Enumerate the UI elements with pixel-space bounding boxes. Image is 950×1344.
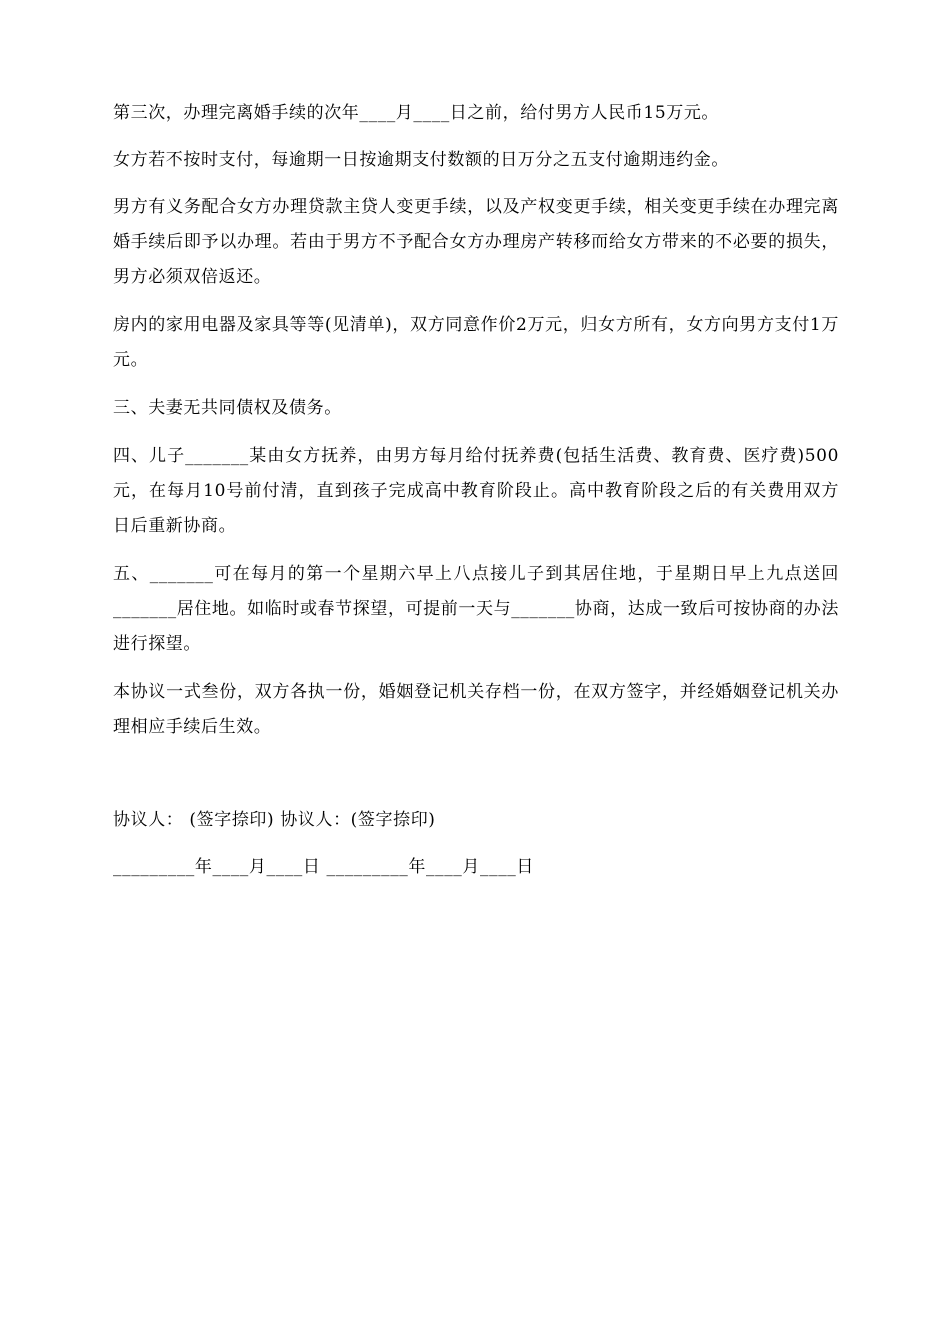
paragraph-appliances: 房内的家用电器及家具等等(见清单)，双方同意作价2万元，归女方所有，女方向男方支付1万元。 bbox=[113, 315, 839, 370]
paragraph-late-penalty: 女方若不按时支付，每逾期一日按逾期支付数额的日万分之五支付逾期违约金。 bbox=[113, 150, 729, 170]
paragraph-visitation: 五、_______可在每月的第一个星期六早上八点接儿子到其居住地，于星期日早上九点送回_______居住地。如临时或春节探望，可提前一天与_______协商，达成一致后可按协商的办法进行探望。 bbox=[113, 564, 839, 654]
date-line: _________年____月____日 _________年____月____日 bbox=[113, 857, 535, 877]
paragraph-debts: 三、夫妻无共同债权及债务。 bbox=[113, 398, 342, 418]
paragraph-effectiveness: 本协议一式叁份，双方各执一份，婚姻登记机关存档一份，在双方签字，并经婚姻登记机关办理相应手续后生效。 bbox=[113, 682, 839, 737]
paragraph-third-payment: 第三次，办理完离婚手续的次年____月____日之前，给付男方人民币15万元。 bbox=[113, 103, 720, 123]
paragraph-child-support: 四、儿子_______某由女方抚养，由男方每月给付抚养费(包括生活费、教育费、医疗费)500元，在每月10号前付清，直到孩子完成高中教育阶段止。高中教育阶段之后的有关费用双方日后重新协商。 bbox=[113, 446, 839, 536]
document-page bbox=[113, 96, 839, 899]
paragraph-loan-transfer: 男方有义务配合女方办理贷款主贷人变更手续，以及产权变更手续，相关变更手续在办理完离婚手续后即予以办理。若由于男方不予配合女方办理房产转移而给女方带来的不必要的损失，男方必须双倍返还。 bbox=[113, 197, 839, 287]
signature-line: 协议人： (签字捺印) 协议人：(签字捺印) bbox=[113, 810, 436, 830]
